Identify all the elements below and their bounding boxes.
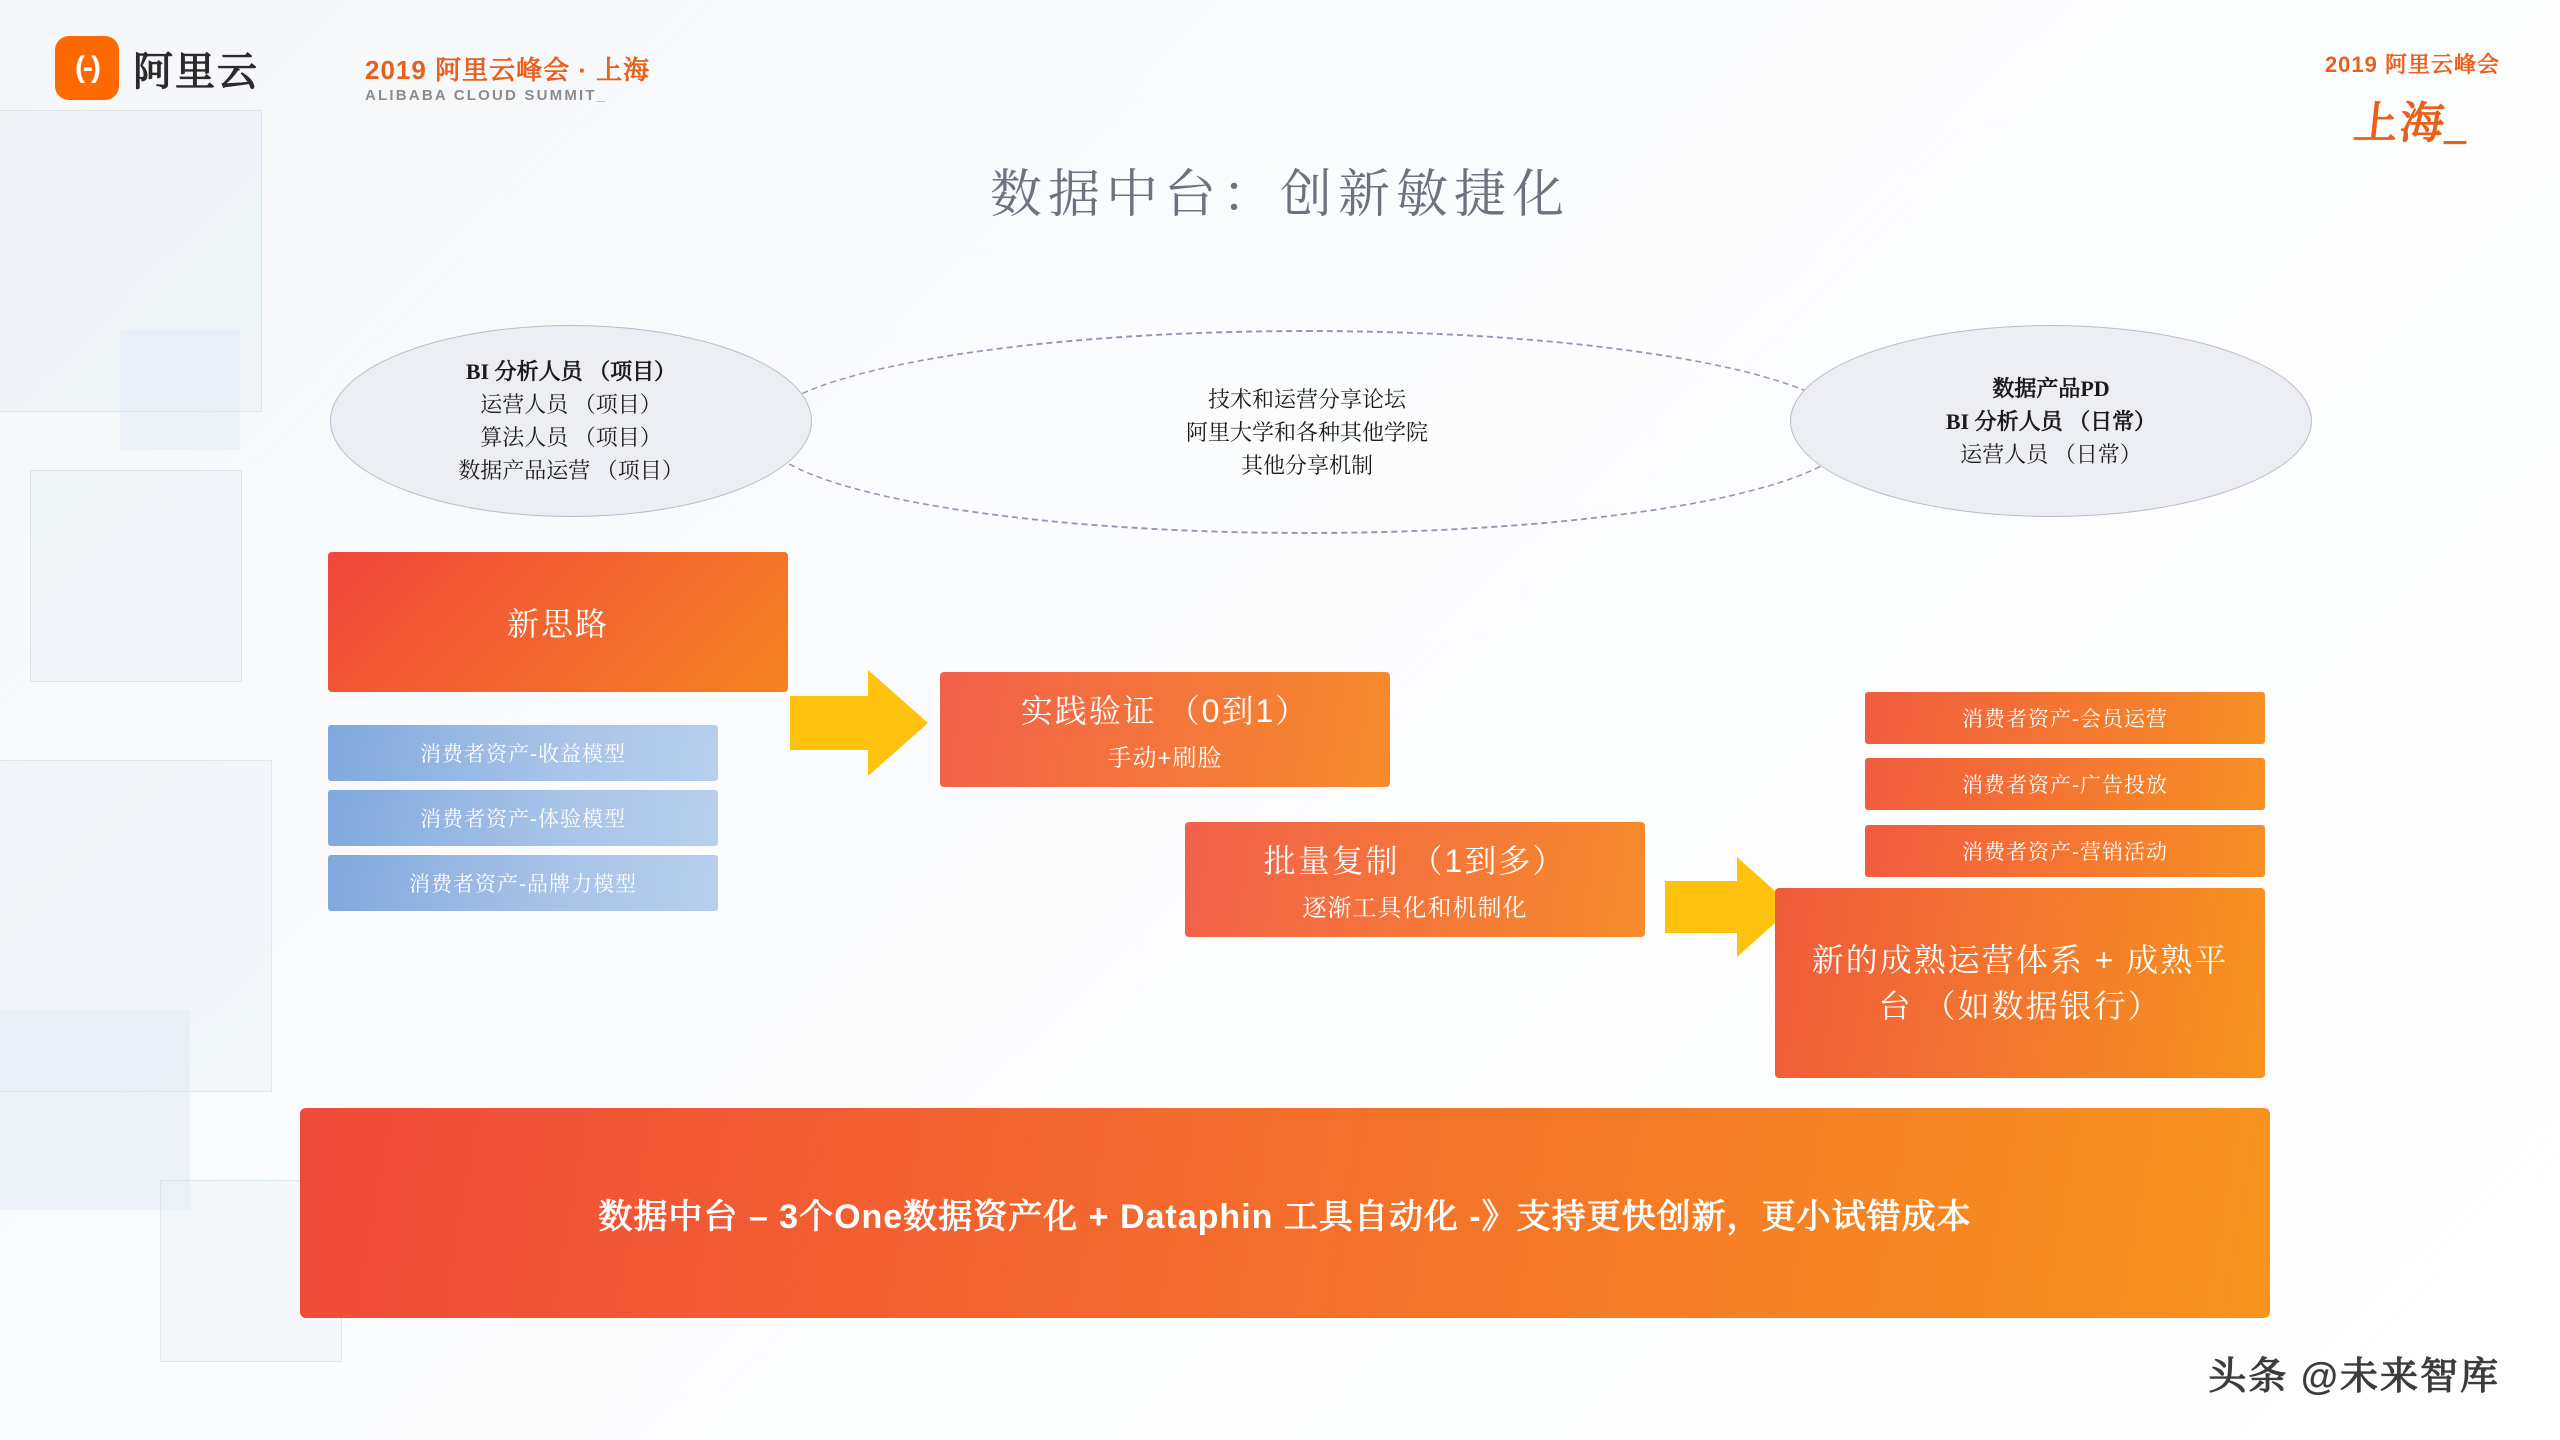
summit-title-cn: 2019 阿里云峰会 · 上海 [365,55,651,85]
orange-app-item [1865,825,2265,877]
box-new-idea-label: 新思路 [506,606,609,642]
box-practice-subtitle: 手动+刷脸 [1107,745,1223,772]
ellipse-sharing-mechanisms [760,330,1854,534]
ellipse-left-line: 算法人员 （项目） [480,425,662,450]
ellipse-right-line: 数据产品PD [1992,375,2110,401]
arrow-right-icon [790,668,930,778]
orange-app-item [1865,758,2265,810]
blue-model-label: 消费者资产-收益模型 [420,743,626,766]
orange-app-label: 消费者资产-营销活动 [1962,841,2168,864]
ellipse-right-line: 运营人员 （日常） [1960,441,2142,467]
blue-model-label: 消费者资产-体验模型 [420,808,626,831]
header-right-city: 上海_ [2351,99,2473,148]
box-new-idea [328,552,788,692]
ellipse-left-text [458,355,684,487]
page-title: 数据中台：创新敏捷化 [989,167,1570,224]
footer-summary-bar [300,1108,2270,1318]
ellipse-left-line: 数据产品运营 （项目） [458,458,684,483]
alibaba-cloud-logo-icon [55,36,119,100]
orange-app-label: 消费者资产-会员运营 [1962,708,2168,731]
ellipse-left-line: BI 分析人员 （项目） [465,359,677,384]
box-practice-title: 实践验证 （0到1） [1020,693,1310,729]
ellipse-center-text [1186,383,1428,482]
box-mature-platform-label: 新的成熟运营体系 + 成熟平台 （如数据银行） [1811,941,2229,1024]
logo-glyph: (-) [75,51,99,84]
ellipse-center-line: 技术和运营分享论坛 [1207,386,1406,412]
box-batch-replication [1185,822,1645,937]
brand-name: 阿里云 [133,49,259,94]
blue-model-item [328,725,718,781]
ellipse-project-roles [330,325,812,517]
header-right-title: 2019 阿里云峰会 [2324,52,2500,77]
ellipse-right-line: BI 分析人员 （日常） [1945,408,2157,434]
footer-summary-text: 数据中台 – 3个One数据资产化 + Dataphin 工具自动化 -》支持更快创新，更小试错成本 [598,1197,1972,1236]
box-replication-subtitle: 逐渐工具化和机制化 [1302,895,1528,922]
summit-title [365,54,650,105]
box-practice-validation [940,672,1390,787]
background-decoration-shape [30,470,242,682]
watermark [2208,1345,2500,1400]
background-decoration-shape [120,330,240,450]
ellipse-center-line: 其他分享机制 [1240,452,1373,478]
ellipse-center-line: 阿里大学和各种其他学院 [1185,419,1428,445]
orange-app-item [1865,692,2265,744]
ellipse-left-line: 运营人员 （项目） [480,392,662,417]
box-replication-title: 批量复制 （1到多） [1263,843,1567,879]
blue-model-item [328,790,718,846]
ellipse-daily-roles [1790,325,2312,517]
ellipse-right-text [1946,372,2156,471]
header-right-badge [2325,48,2500,151]
box-mature-platform [1775,888,2265,1078]
blue-model-item [328,855,718,911]
brand-logo [55,36,259,100]
orange-app-label: 消费者资产-广告投放 [1962,774,2168,797]
watermark-text: 头条 @未来智库 [2208,1356,2500,1398]
summit-title-en: ALIBABA CLOUD SUMMIT_ [365,86,608,104]
blue-model-label: 消费者资产-品牌力模型 [409,873,637,896]
